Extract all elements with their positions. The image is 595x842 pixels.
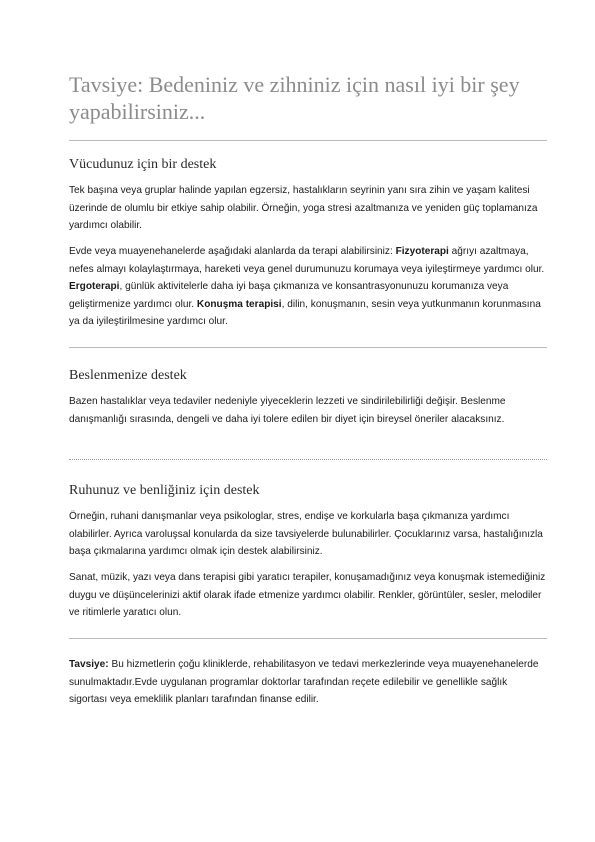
term-konusma-terapisi: Konuşma terapisi [196, 298, 282, 310]
tip-label: Tavsiye: [69, 659, 109, 670]
section-heading-soul: Ruhunuz ve benliğiniz için destek [69, 483, 260, 498]
term-ergoterapi: Ergoterapi [69, 281, 120, 293]
section-soul-paragraph-2: Sanat, müzik, yazı veya dans terapisi gibi yaratıcı terapiler, konuşamadığınız veya konuşmak istemediğiniz duygu ve düşüncelerinizi aktif olarak ifade etmenize yardımcı olabilir. Renkler, görüntüler, sesler, melodiler ve ritimlerle yaratıcı olun. [69, 572, 546, 619]
section-body-paragraph-2: Evde veya muayenehanelerde aşağıdaki alanlarda da terapi alabilirsiniz: Fizyoterapi ağrıyı azaltmaya, nefes almayı kolaylaştırmaya, hareketi veya genel durumunuzu korumaya veya iyileştirmeye yardımcı olur. Ergoterapi, günlük aktivitelerle daha iyi başa çıkmanıza ve konsantrasyonunuzu korumanıza veya geliştirmenize yardımcı olur. Konuşma terapisi, dilin, konuşmanın, sesin veya yutkunmanın korunmasına ya da iyileştirilmesine yardımcı olur. [69, 246, 545, 328]
term-fizyoterapi: Fizyoterapi [395, 246, 449, 257]
section-nutrition-paragraph: Bazen hastalıklar veya tedaviler nedeniyle yiyeceklerin lezzeti ve sindirilebilirliği değişir. Beslenme danışmanlığı sırasında, dengeli ve daha iyi tolere edilen bir diyet için bireysel öneriler alacaksınız. [69, 396, 506, 425]
divider [69, 140, 547, 141]
section-body-paragraph-1: Tek başına veya gruplar halinde yapılan egzersiz, hastalıkların seyrinin yanı sıra zihin ve yaşam kalitesi üzerinde de olumlu bir etkiye sahip olabilir. Örneğin, yoga stresi azaltmanıza ve yeniden güç toplamanıza yardımcı olabilir. [69, 185, 538, 232]
divider [69, 638, 547, 639]
page-title: Tavsiye: Bedeniniz ve zihniniz için nasıl iyi bir şey yapabilirsiniz... [69, 72, 520, 124]
section-heading-body: Vücudunuz için bir destek [69, 157, 217, 172]
divider [69, 347, 547, 348]
section-heading-nutrition: Beslenmenize destek [69, 368, 187, 383]
section-soul-paragraph-1: Örneğin, ruhani danışmanlar veya psikologlar, stres, endişe ve korkularla başa çıkmanıza yardımcı olabilirler. Ayrıca varoluşsal konularda da size tavsiyelerde bulunabilirler. Çocuklarınız varsa, hastalığınızla başa çıkmalarına yardımcı olmak için destek alabilirsiniz. [69, 511, 543, 558]
tip-paragraph: Tavsiye: Bu hizmetlerin çoğu kliniklerde, rehabilitasyon ve tedavi merkezlerinde veya muayenehanelerde sunulmaktadır.Evde uygulanan programlar doktorlar tarafından reçete edilebilir ve genellikle sağlık sigortası veya emeklilik planları tarafından finanse edilir. [69, 659, 539, 706]
divider [69, 459, 547, 460]
